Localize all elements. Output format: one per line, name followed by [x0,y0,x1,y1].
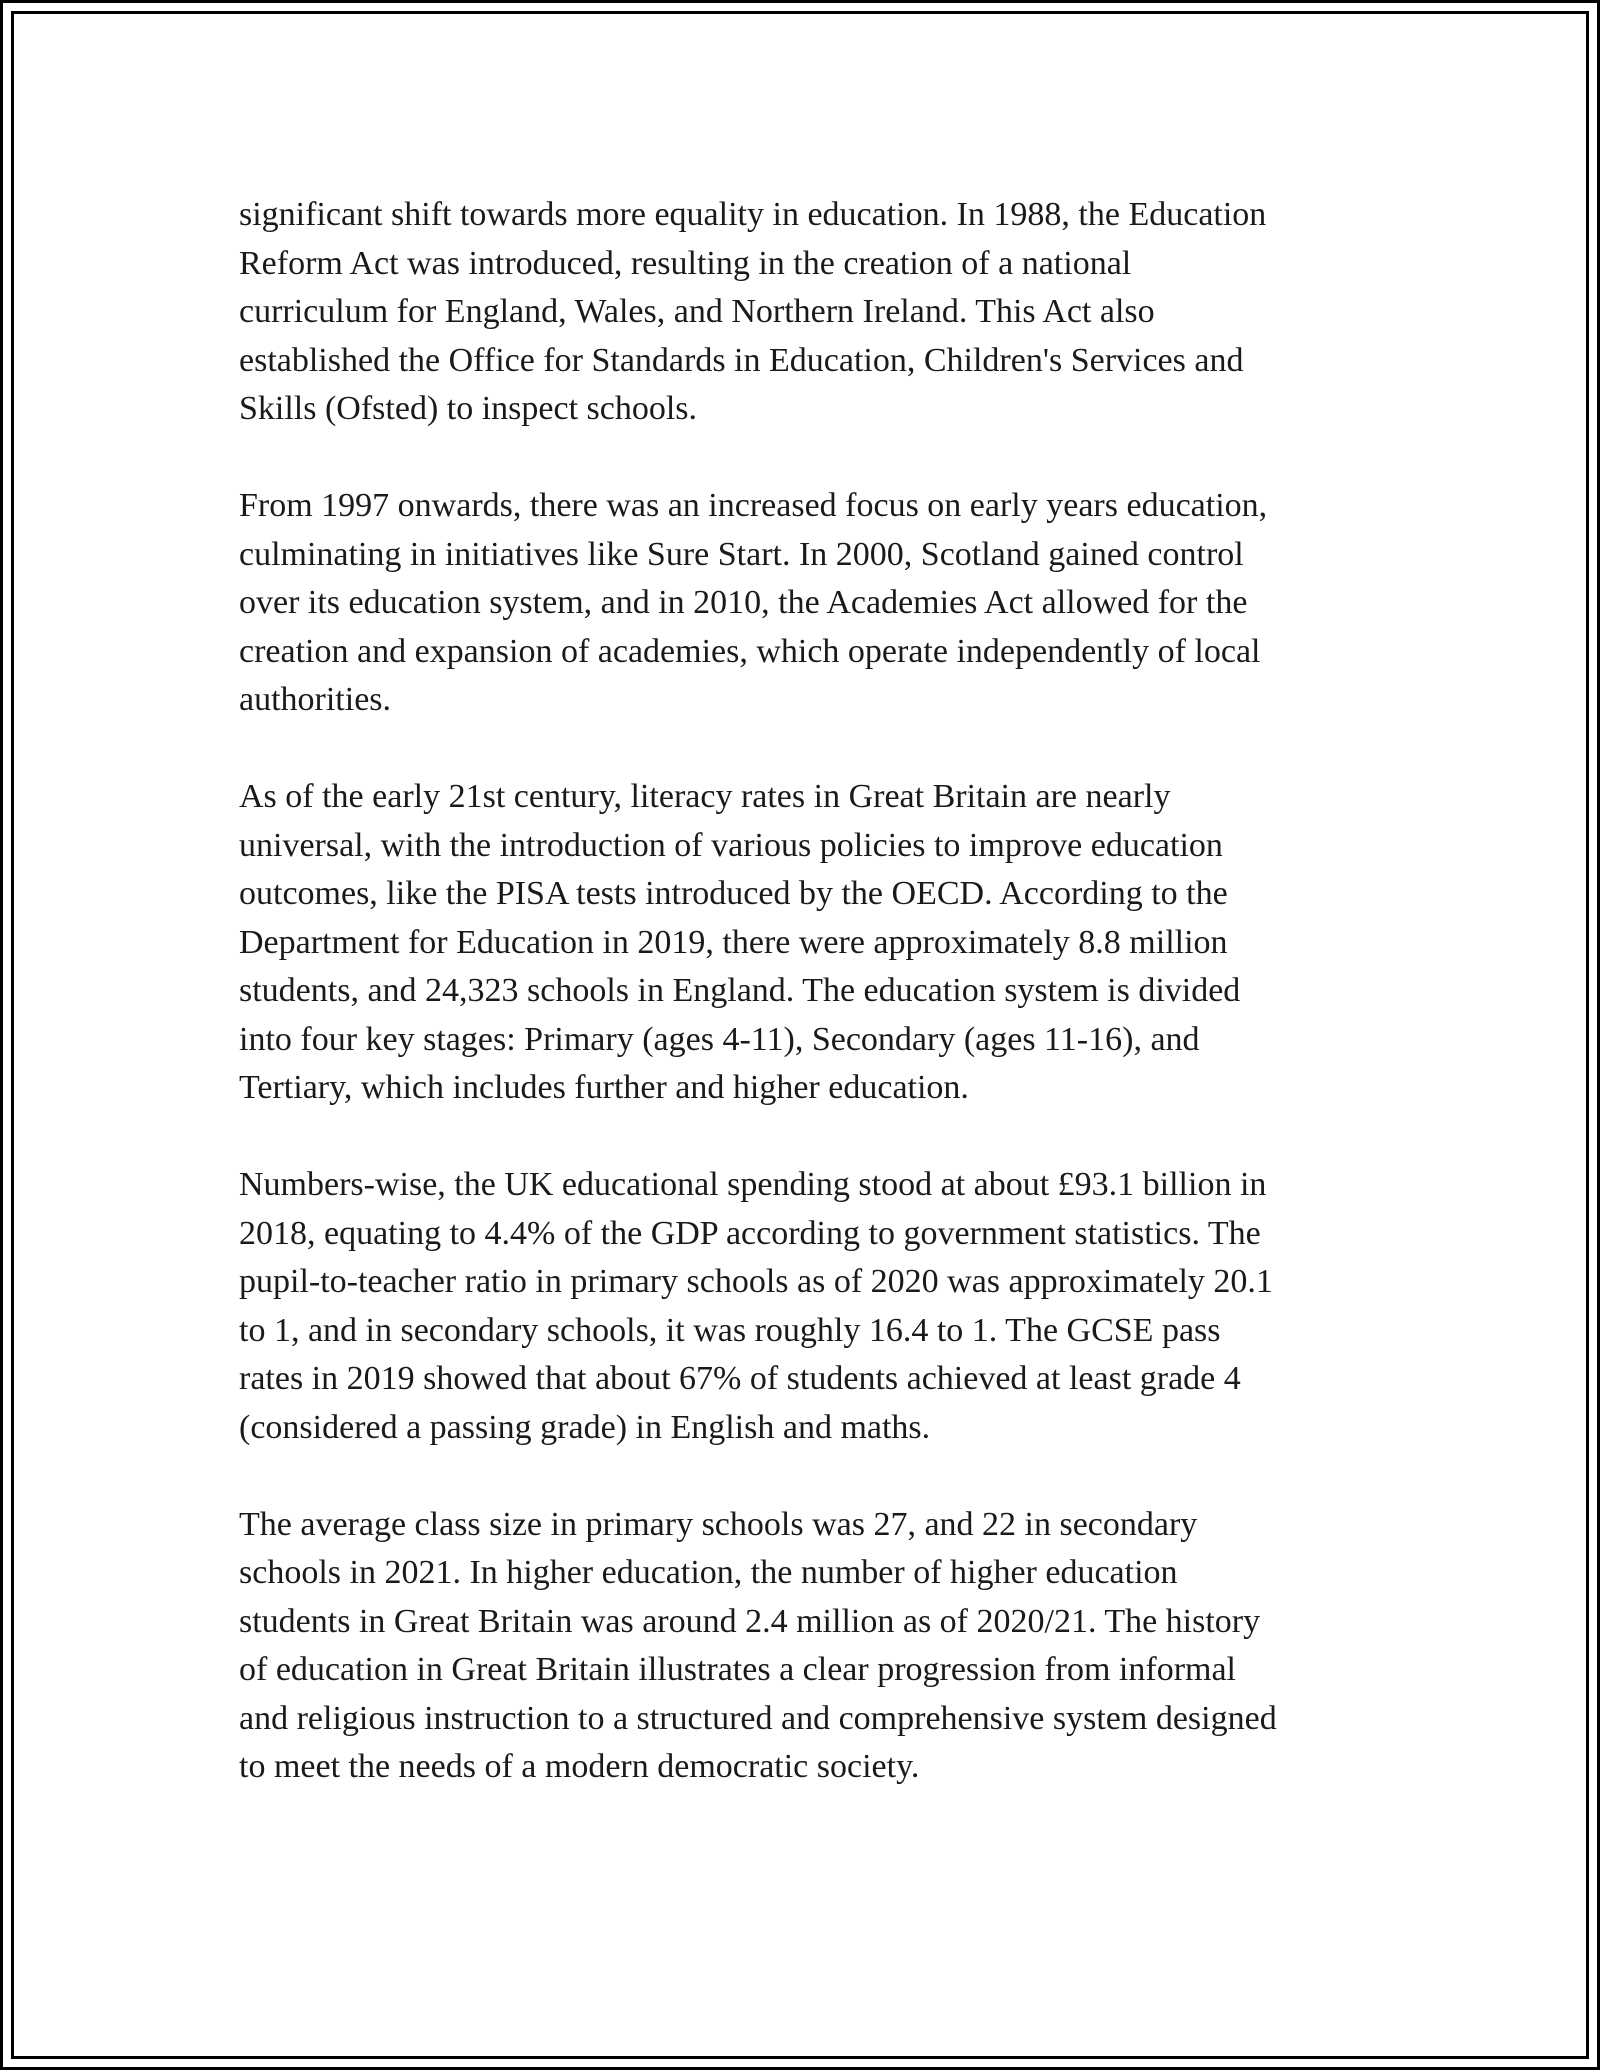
paragraph-early-years-education: From 1997 onwards, there was an increased focus on early years education, culminating in initiatives like Sure Start. In 2000, Scotland gained control over its education system, and in 2010, the Academies Act allowed for the creation and expansion of academies, which operate independently of local authorities. [239,487,1268,718]
document-body [239,191,1367,1840]
paragraph-class-size: The average class size in primary schools was 27, and 22 in secondary schools in 2021. In higher education, the number of higher education students in Great Britain was around 2.4 million as of 2020/21. The history of education in Great Britain illustrates a clear progression from informal and religious instruction to a structured and comprehensive system designed to meet the needs of a modern democratic society. [239,1505,1277,1785]
paragraph-educational-spending: Numbers-wise, the UK educational spending stood at about £93.1 billion in 2018, equating to 4.4% of the GDP according to government statistics. The pupil-to-teacher ratio in primary schools as of 2020 was approximately 20.1 to 1, and in secondary schools, it was roughly 16.4 to 1. The GCSE pass rates in 2019 showed that about 67% of students achieved at least grade 4 (considered a passing grade) in English and maths. [239,1166,1273,1446]
paragraph-education-reform-act: significant shift towards more equality in education. In 1988, the Education Reform Act was introduced, resulting in the creation of a national curriculum for England, Wales, and Northern Ireland. This Act also established the Office for Standards in Education, Children's Services and Skills (Ofsted) to inspect schools. [239,196,1267,427]
paragraph-literacy-rates: As of the early 21st century, literacy rates in Great Britain are nearly universal, with the introduction of various policies to improve education outcomes, like the PISA tests introduced by the OECD. According to the Department for Education in 2019, there were approximately 8.8 million students, and 24,323 schools in England. The education system is divided into four key stages: Primary (ages 4-11), Secondary (ages 11-16), and Tertiary, which includes further and higher education. [239,778,1241,1106]
